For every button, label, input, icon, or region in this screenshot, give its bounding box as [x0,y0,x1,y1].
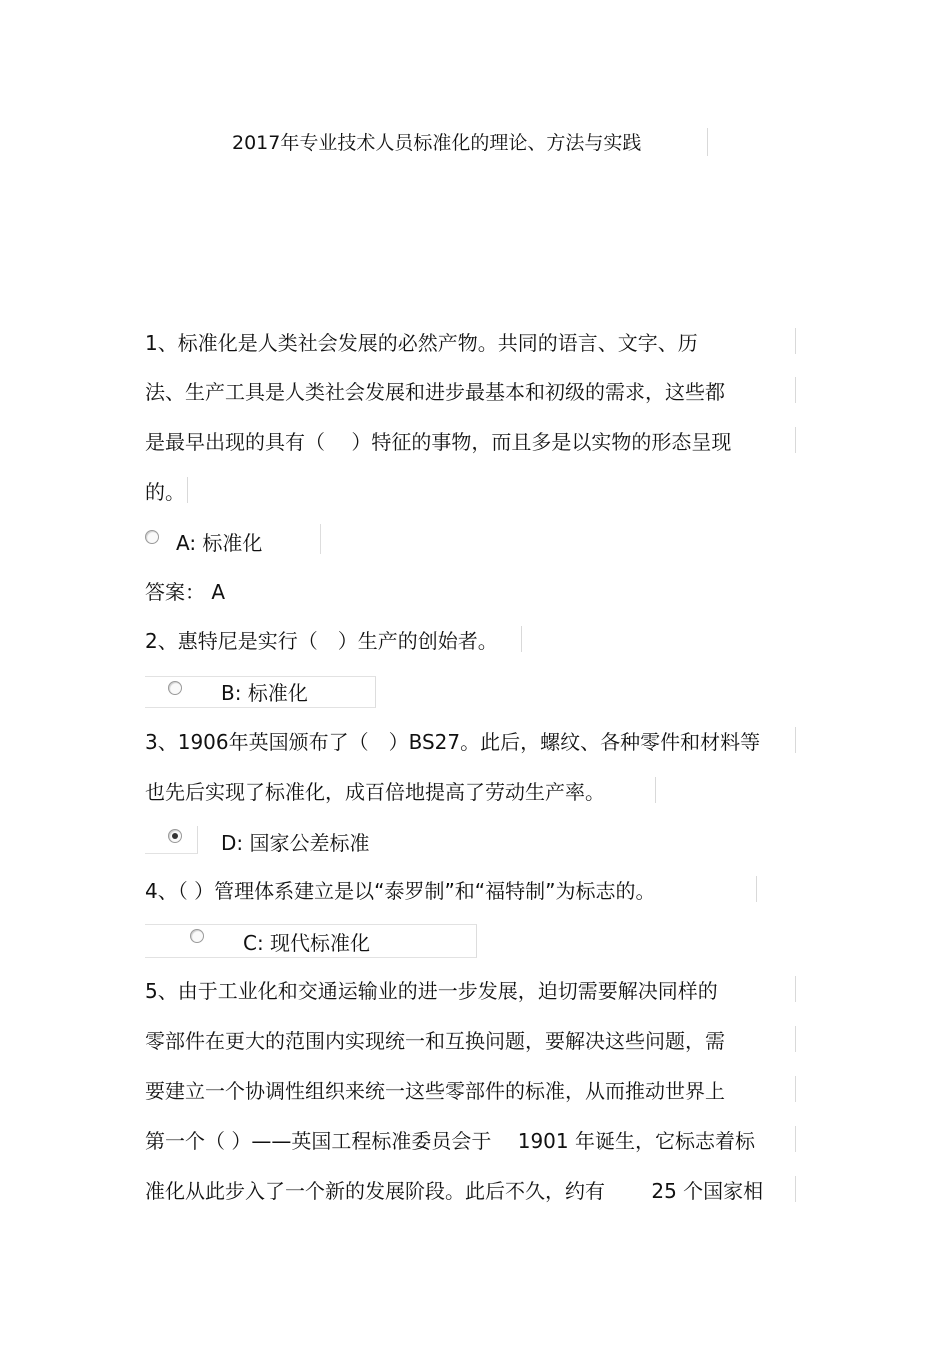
cell-border [795,377,796,403]
page-title: 2017年专业技术人员标准化的理论、方法与实践 [232,132,642,154]
cell-border [795,427,796,453]
cell-border [187,477,188,503]
question-5-line-3: 要建立一个协调性组织来统一这些零部件的标准，从而推动世界上 [145,1079,725,1103]
cell-border [521,626,522,652]
option-b-label: B: 标准化 [221,681,308,705]
option-b-radio[interactable] [168,681,182,695]
question-1-line-2: 法、生产工具是人类社会发展和进步最基本和初级的需求，这些都 [145,380,725,404]
option-c-radio[interactable] [190,929,204,943]
cell-border [756,876,757,902]
question-1-line-4: 的。 [145,480,185,504]
question-5-line-1: 5、由于工业化和交通运输业的进一步发展，迫切需要解决同样的 [145,979,718,1003]
title-cell-border [707,128,708,156]
option-d-label: D: 国家公差标准 [221,831,370,855]
question-3-line-2: 也先后实现了标准化，成百倍地提高了劳动生产率。 [145,780,605,804]
question-5-line-4: 第一个（ ）——英国工程标准委员会于 1901 年诞生，它标志着标 [145,1129,755,1153]
question-2-line-1: 2、惠特尼是实行（ ）生产的创始者。 [145,629,498,653]
cell-border [795,976,796,1002]
answer-text: 答案： A [145,580,226,604]
question-5-line-2: 零部件在更大的范围内实现统一和互换问题，要解决这些问题，需 [145,1029,725,1053]
option-a-radio[interactable] [145,530,159,544]
question-4-line-1: 4、（ ）管理体系建立是以“泰罗制”和“福特制”为标志的。 [145,879,656,903]
cell-border [795,1026,796,1052]
option-a-label: A: 标准化 [176,531,263,555]
question-5-line-5: 准化从此步入了一个新的发展阶段。此后不久，约有 25 个国家相 [145,1179,764,1203]
cell-border [795,1076,796,1102]
question-3-line-1: 3、1906年英国颁布了（ ）BS27。此后，螺纹、各种零件和材料等 [145,730,761,754]
question-1-line-1: 1、标准化是人类社会发展的必然产物。共同的语言、文字、历 [145,331,698,355]
option-c-label: C: 现代标准化 [243,931,371,955]
cell-border [795,727,796,753]
cell-border [795,1176,796,1202]
cell-border [655,777,656,803]
option-d-radio[interactable] [168,829,182,843]
cell-border [795,1126,796,1152]
cell-border [795,328,796,354]
question-1-line-3: 是最早出现的具有（ ）特征的事物，而且多是以实物的形态呈现 [145,430,732,454]
